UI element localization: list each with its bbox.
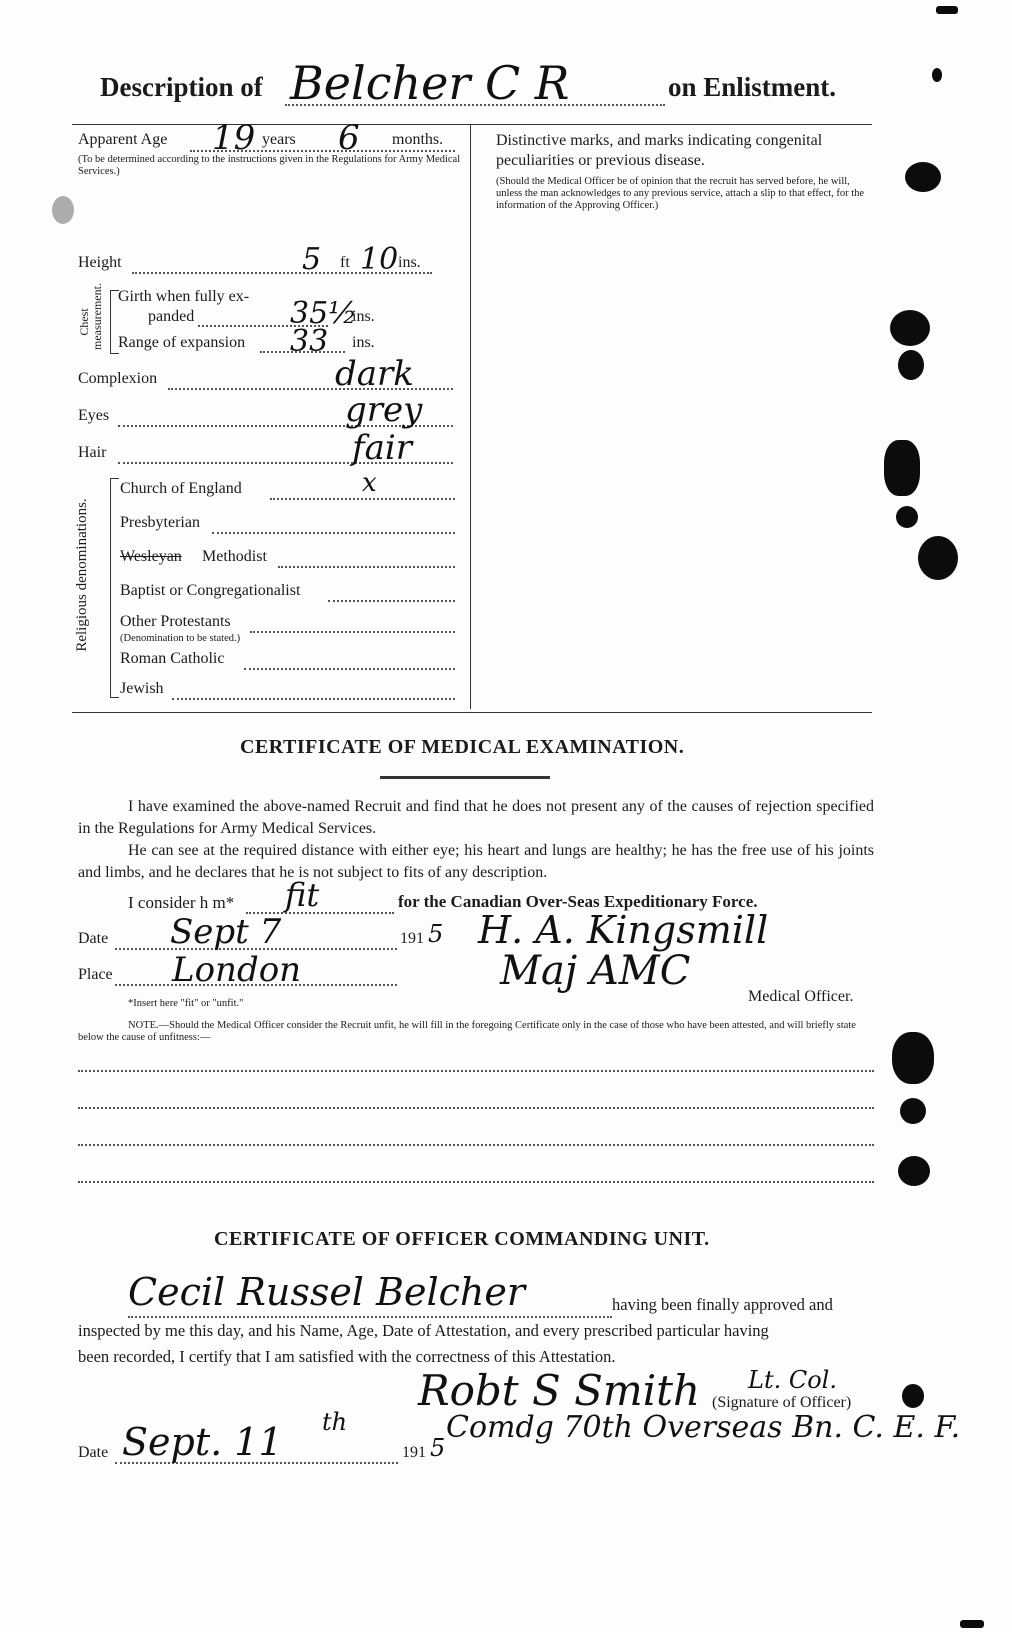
medical-consider-suffix: for the Canadian Over-Seas Expeditionary Force. [398,892,758,911]
height-feet-value: 5 [302,242,322,277]
distinctive-marks-note: (Should the Medical Officer be of opinion that the recruit has served before, he will, unless the man acknowledges to any previous service, attach a slip to that effect, for the information of the Approving Officer.) [496,176,865,211]
religion-presbyterian: Presbyterian [120,514,200,531]
ink-mark [936,6,958,14]
height-inches-value: 10 [360,242,399,277]
punch-hole-mark [918,536,958,580]
commanding-line2: inspected by me this day, and his Name, Age, Date of Attestation, and every prescribed particular having [78,1321,769,1340]
punch-hole-mark [905,162,941,192]
eyes-value: grey [345,390,423,430]
religion-rc-dotted-line [244,668,455,670]
girth-label-line2: panded [148,308,195,325]
religion-other-dotted-line [250,631,455,633]
religion-jewish: Jewish [120,680,164,697]
punch-hole-mark [898,1156,930,1186]
commanding-officer-rank: Lt. Col. [748,1366,837,1394]
commanding-recruit-name: Cecil Russel Belcher [128,1270,526,1314]
medical-consider-prefix: I consider h m* [128,893,235,912]
form-title-prefix: Description of [100,72,263,102]
punch-hole-mark [890,310,930,346]
religion-jewish-dotted-line [172,698,455,700]
religion-coe-mark: x [362,468,377,498]
unfitness-line-2 [78,1107,874,1109]
ink-smudge [52,196,74,224]
unfitness-line-1 [78,1070,874,1072]
commanding-year-printed: 191 [402,1444,426,1461]
religion-coe-dotted-line [270,498,455,500]
medical-fit-value: fit [285,876,320,914]
height-inches-label: ins. [398,254,421,271]
medical-year-value: 5 [428,920,444,948]
punch-hole-mark [898,350,924,380]
girth-unit: ins. [352,308,375,325]
punch-hole-mark [892,1032,934,1084]
religion-wesleyan: Wesleyan [120,548,182,565]
medical-officer-signature: H. A. Kingsmill [478,908,769,952]
commanding-cert-title: CERTIFICATE OF OFFICER COMMANDING UNIT. [214,1228,710,1250]
punch-hole-mark [900,1098,926,1124]
medical-year-printed: 191 [400,930,424,947]
age-years-value: 19 [212,118,256,158]
medical-place-value: London [172,950,302,990]
header-rule [72,124,872,125]
eyes-label: Eyes [78,407,110,424]
age-years-label: years [262,131,296,148]
religion-other-protestants: Other Protestants [120,613,231,630]
height-feet-label: ft [340,254,350,271]
commanding-date-label: Date [78,1444,109,1461]
height-label: Height [78,254,122,271]
unfitness-line-4 [78,1181,874,1183]
punch-hole-mark [902,1384,924,1408]
commanding-officer-signature: Robt S Smith [418,1366,701,1415]
commanding-signature-label: (Signature of Officer) [712,1394,852,1411]
girth-value: 35½ [290,296,358,331]
religion-presbyterian-dotted-line [212,532,455,534]
medical-para2: He can see at the required distance with either eye; his heart and lungs are healthy; he has the free use of his joints and limbs, and he declares that he is not subject to fits of any description. [78,842,874,881]
religion-brace [110,478,119,698]
age-note: (To be determined according to the instructions given in the Regulations for Army Medical Services.) [78,154,461,177]
religion-roman-catholic: Roman Catholic [120,650,225,667]
range-value: 33 [290,324,329,359]
medical-insert-note: *Insert here "fit" or "unfit." [128,998,244,1009]
religion-methodist-dotted-line [278,566,455,568]
column-divider [470,124,471,709]
medical-officer-rank: Maj AMC [500,948,691,994]
ink-mark [960,1620,984,1628]
commanding-unit: Comdg 70th Overseas Bn. C. E. F. [446,1410,961,1445]
commanding-date-superscript: th [322,1408,348,1436]
medical-cert-title: CERTIFICATE OF MEDICAL EXAMINATION. [240,736,685,758]
medical-officer-label: Medical Officer. [748,988,854,1005]
girth-label-line1: Girth when fully ex- [118,288,250,305]
commanding-year-value: 5 [430,1434,446,1462]
commanding-line1-suffix: having been finally approved and [612,1295,833,1314]
punch-hole-mark [896,506,918,528]
complexion-value: dark [335,354,414,394]
ink-mark [932,68,942,82]
medical-unfit-note: NOTE.—Should the Medical Officer consider the Recruit unfit, he will fill in the foregoing Certificate only in the case of those who have been attested, and will briefly state below the cause of unfitness:— [78,1020,856,1043]
hair-label: Hair [78,444,107,461]
religion-label: Religious denominations. [74,498,90,652]
section-rule [72,712,872,713]
chest-measurement-label: Chest measurement. [77,283,104,350]
commanding-line3: been recorded, I certify that I am satisfied with the correctness of this Attestation. [78,1347,616,1366]
religion-baptist: Baptist or Congregationalist [120,582,301,599]
medical-date-value: Sept 7 [170,912,282,952]
age-label: Apparent Age [78,131,168,148]
commanding-name-dotted-line [128,1316,612,1318]
commanding-date-value: Sept. 11 [122,1420,283,1464]
range-label: Range of expansion [118,334,246,351]
hair-value: fair [352,428,412,468]
religion-denomination-note: (Denomination to be stated.) [120,633,241,644]
medical-title-rule [380,776,550,779]
religion-methodist: Methodist [202,548,267,565]
punch-hole-mark [884,440,920,496]
medical-date-label: Date [78,930,109,947]
distinctive-marks-heading: Distinctive marks, and marks indicating congenital peculiarities or previous disease. [496,132,823,169]
medical-place-label: Place [78,966,113,983]
medical-para1: I have examined the above-named Recruit and find that he does not present any of the causes of rejection specified in the Regulations for Army Medical Services. [78,798,874,837]
unfitness-line-3 [78,1144,874,1146]
religion-baptist-dotted-line [328,600,455,602]
form-title-suffix: on Enlistment. [668,72,837,102]
recruit-name-handwritten: Belcher C R [290,56,570,110]
religion-church-of-england: Church of England [120,480,242,497]
age-months-label: months. [392,131,444,148]
complexion-label: Complexion [78,370,158,387]
name-dotted-line [285,104,665,106]
range-unit: ins. [352,334,375,351]
age-months-value: 6 [338,118,360,158]
